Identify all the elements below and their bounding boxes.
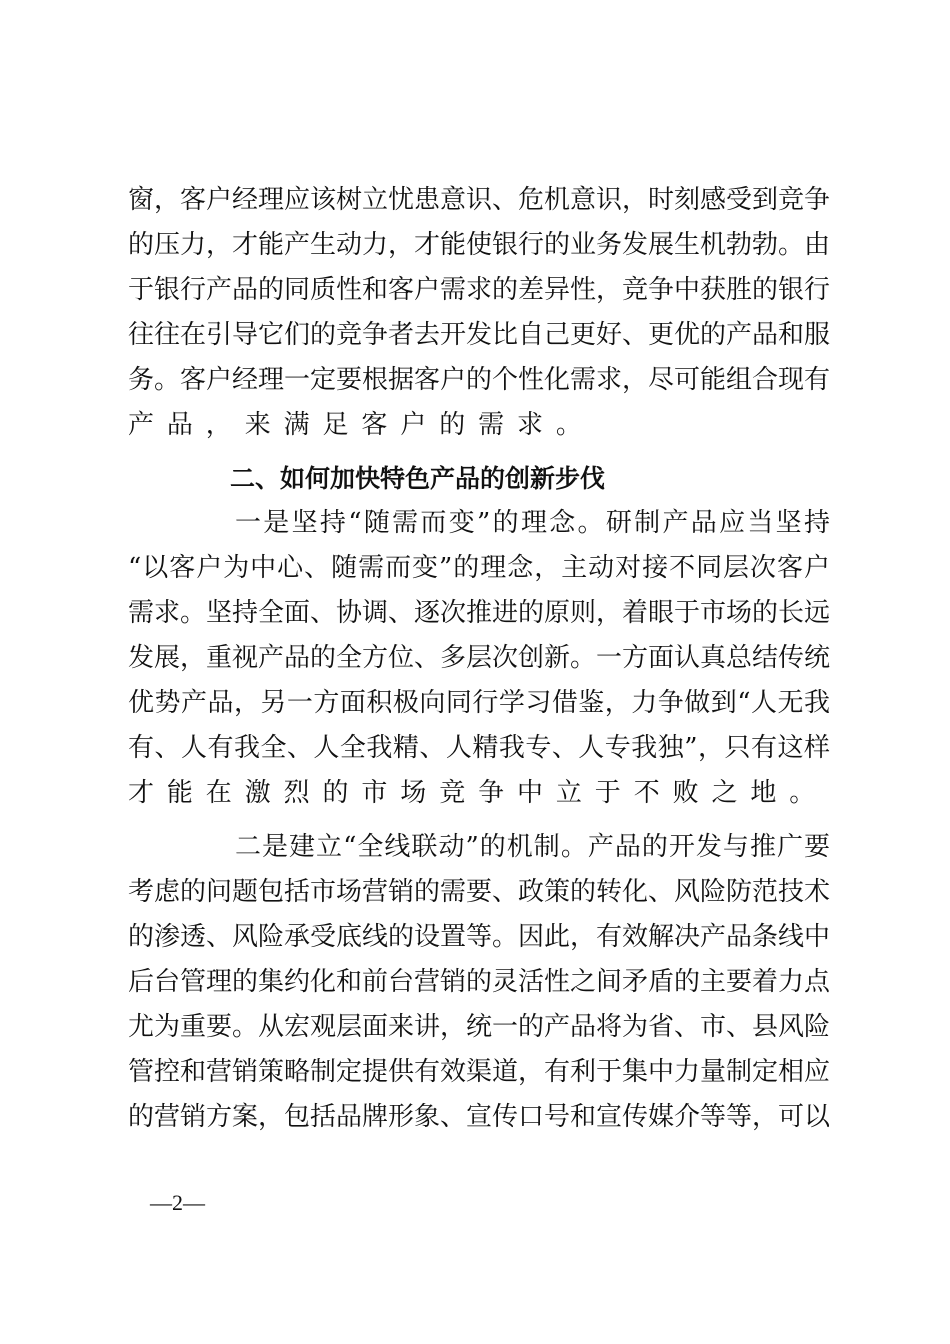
text-line: 一是坚持“随需而变”的理念。研制产品应当坚持 (235, 508, 830, 538)
text-line: 需求。坚持全面、协调、逐次推进的原则，着眼于市场的长远 (128, 598, 831, 628)
text-line: 的营销方案，包括品牌形象、宣传口号和宣传媒介等等，可以 (128, 1102, 831, 1132)
text-line: “以客户为中心、随需而变”的理念，主动对接不同层次客户 (128, 553, 830, 583)
text-line: 优势产品，另一方面积极向同行学习借鉴，力争做到“人无我 (128, 688, 830, 718)
text-line: 产品，来满足客户的需求。 (128, 410, 595, 440)
text-line: 的压力，才能产生动力，才能使银行的业务发展生机勃勃。由 (128, 230, 831, 260)
section-heading: 二、如何加快特色产品的创新步伐 (230, 464, 606, 493)
text-line: 尤为重要。从宏观层面来讲，统一的产品将为省、市、县风险 (128, 1012, 831, 1042)
text-line: 务。客户经理一定要根据客户的个性化需求，尽可能组合现有 (128, 365, 831, 395)
text-line: 有、人有我全、人全我精、人精我专、人专我独”，只有这样 (128, 733, 830, 763)
document-body (128, 178, 830, 1140)
text-line: 于银行产品的同质性和客户需求的差异性，竞争中获胜的银行 (128, 275, 831, 305)
text-line: 才能在激烈的市场竞争中立于不败之地。 (128, 778, 829, 808)
text-line: 的渗透、风险承受底线的设置等。因此，有效解决产品条线中 (128, 922, 831, 952)
text-line: 往往在引导它们的竞争者去开发比自己更好、更优的产品和服 (128, 320, 831, 350)
paragraph-principle-1 (128, 501, 830, 816)
paragraph-continued (128, 178, 830, 448)
paragraph-principle-2 (128, 825, 830, 1140)
text-line: 窗，客户经理应该树立忧患意识、危机意识，时刻感受到竞争 (128, 185, 831, 215)
page-number: —2— (150, 1190, 205, 1215)
text-line: 二是建立“全线联动”的机制。产品的开发与推广要 (235, 832, 830, 862)
text-line: 发展，重视产品的全方位、多层次创新。一方面认真总结传统 (128, 643, 831, 673)
text-line: 管控和营销策略制定提供有效渠道，有利于集中力量制定相应 (128, 1057, 831, 1087)
text-line: 考虑的问题包括市场营销的需要、政策的转化、风险防范技术 (128, 877, 831, 907)
text-line: 后台管理的集约化和前台营销的灵活性之间矛盾的主要着力点 (128, 967, 831, 997)
